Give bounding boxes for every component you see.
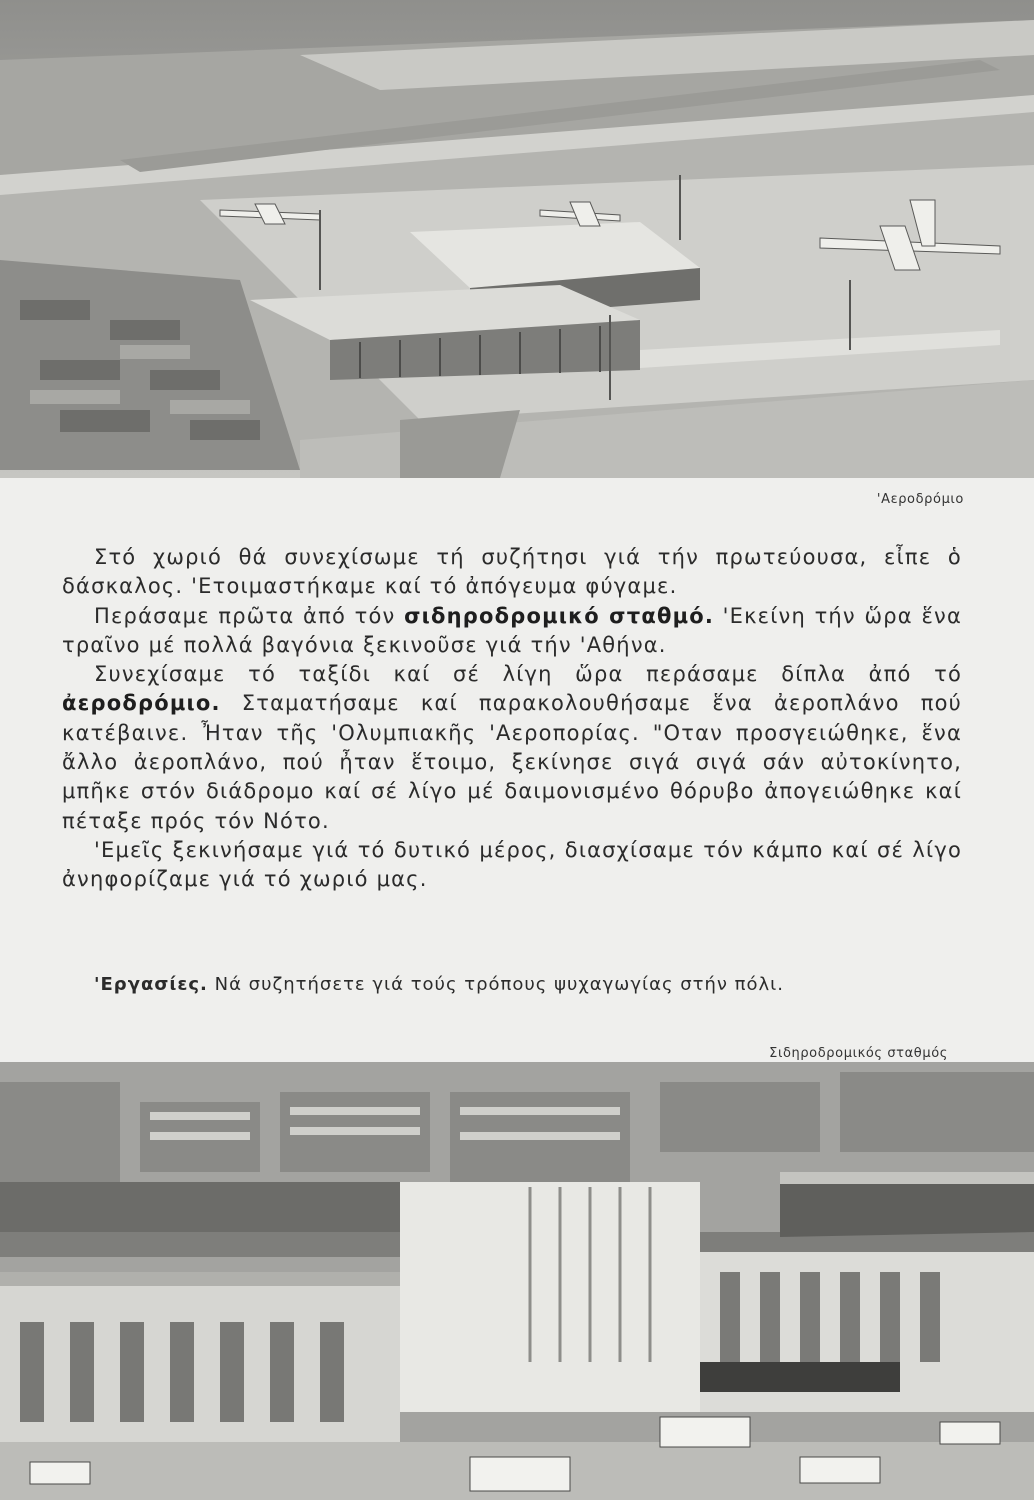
paragraph-1: Στό χωριό θά συνεχίσωμε τή συζήτησι γιά τήν πρωτεύουσα, εἶπε ὁ δάσκαλος. 'Ετοιμαστήκαμε καί τό ἀπόγευμα φύγαμε. xyxy=(62,545,962,599)
railway-station-photo-drawing xyxy=(0,1062,1034,1500)
airport-photo xyxy=(0,0,1034,478)
paragraph-2 xyxy=(62,602,962,661)
station-caption: Σιδηροδρομικός σταθμός xyxy=(769,1046,948,1061)
airport-caption: 'Αεροδρόμιο xyxy=(876,492,964,507)
paragraph-3-start: Συνεχίσαμε τό ταξίδι καί σέ λίγη ὥρα περάσαμε δίπλα ἀπό τό xyxy=(94,662,962,687)
exercise-text: Νά συζητήσετε γιά τούς τρόπους ψυχαγωγίας στήν πόλι. xyxy=(207,974,784,995)
exercise-label: 'Εργασίες. xyxy=(94,974,208,995)
paragraph-2-end: 'Εκείνη τήν ὥρα ἕνα τραῖνο μέ πολλά βαγόνια ξεκινοῦσε γιά τήν 'Αθήνα. xyxy=(62,603,962,657)
railway-station-photo xyxy=(0,1062,1034,1500)
airport-photo-drawing xyxy=(0,0,1034,478)
main-text xyxy=(62,543,962,895)
paragraph-3-end: Σταματήσαμε καί παρακολουθήσαμε ἕνα ἀεροπλάνο πού κατέβαινε. Ἦταν τῆς 'Ολυμπιακῆς 'Αεροπορίας. "Οταν προσγειώθηκε, ἕνα ἄλλο ἀεροπλάνο, πού ἦταν ἕτοιμο, ξεκίνησε σιγά σιγά σάν αὐτοκίνητο, μπῆκε στόν διάδρομο καί σέ λίγο μέ δαιμονισμένο θόρυβο ἀπογειώθηκε καί πέταξε πρός τόν Νότο. xyxy=(62,691,962,833)
airport-term: ἀεροδρόμιο. xyxy=(62,691,221,716)
paragraph-4: 'Εμεῖς ξεκινήσαμε γιά τό δυτικό μέρος, διασχίσαμε τόν κάμπο καί σέ λίγο ἀνηφορίζαμε γιά τό χωριό μας. xyxy=(62,837,962,892)
paragraph-3 xyxy=(62,660,962,836)
railway-station-term: σιδηροδρομικό σταθμό. xyxy=(404,603,715,628)
paragraph-2-start: Περάσαμε πρῶτα ἀπό τόν xyxy=(94,603,405,628)
exercise-line xyxy=(94,974,974,995)
